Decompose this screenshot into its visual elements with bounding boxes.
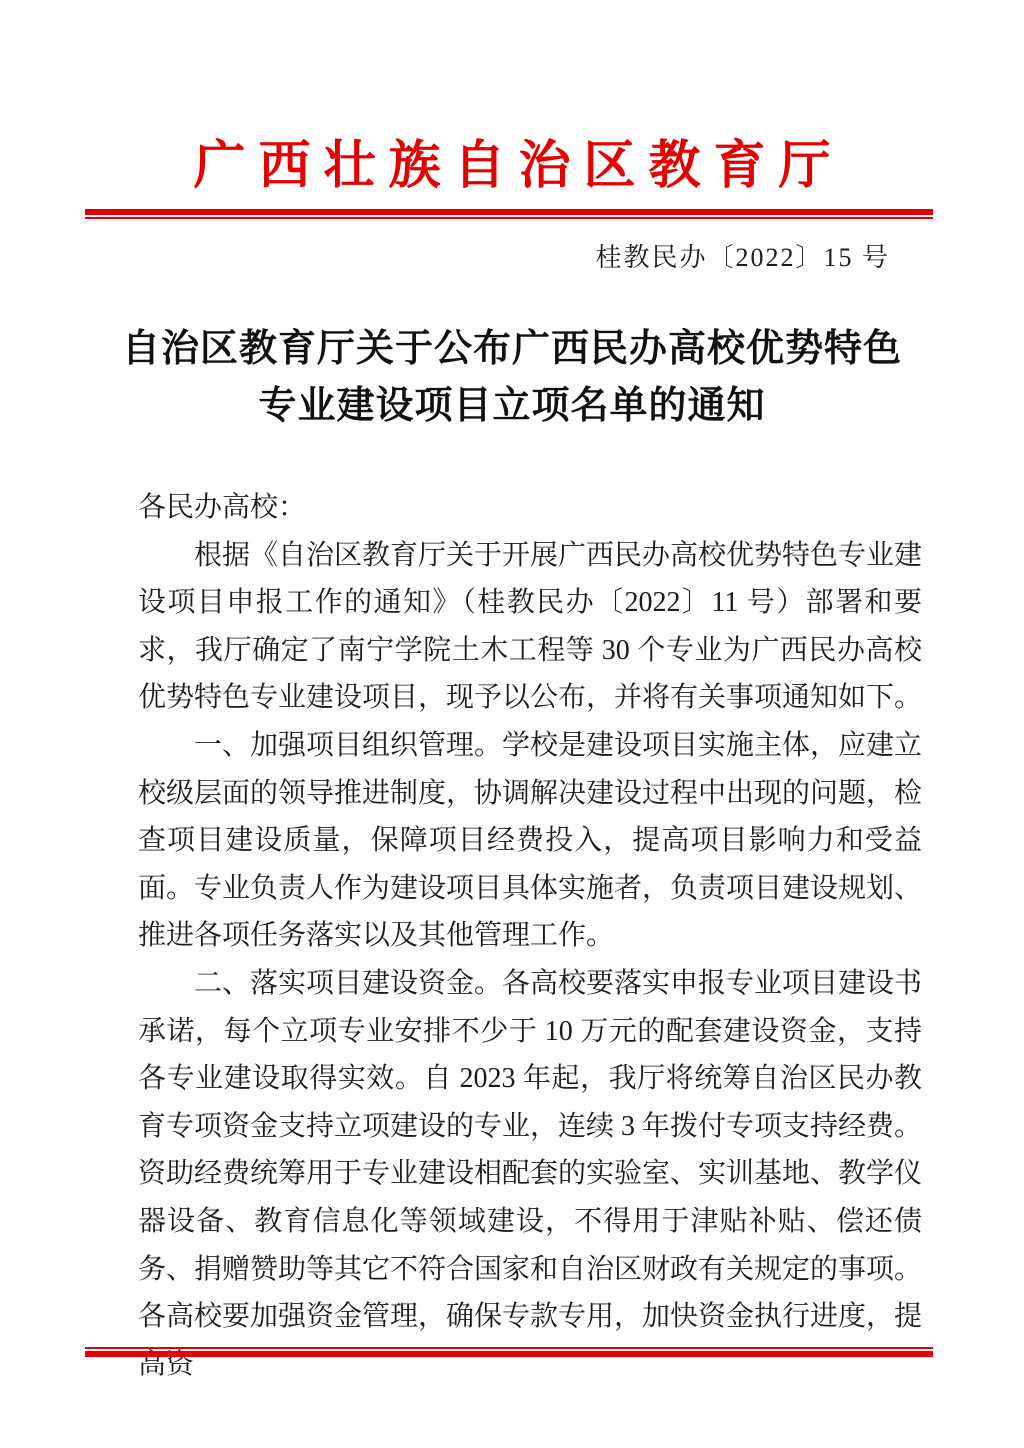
- page-footer-rule: [85, 1347, 933, 1357]
- document-title-line1: 自治区教育厅关于公布广西民办高校优势特色: [121, 328, 902, 370]
- salutation: 各民办高校：: [138, 492, 307, 523]
- letterhead-org-name: 广西壮族自治区教育厅: [193, 138, 844, 195]
- document-title: [112, 321, 912, 435]
- body-paragraph-3: 二、落实项目建设资金。各高校要落实申报专业项目建设书承诺，每个立项专业安排不少于 10 万元的配套建设资金，支持各专业建设取得实效。自 2023 年起，我厅将统筹自治区民办教育专项资金支持立项建设的专业，连续 3 年拨付专项支持经费。资助经费统筹用于专业建设相配套的实验室、实训基地、教学仪器设备、教育信息化等领域建设，不得用于津贴补贴、偿还债务、捐赠赞助等其它不符合国家和自治区财政有关规定的事项。各高校要加强资金管理，确保专款专用，加快资金执行进度，提高资: [138, 967, 923, 1380]
- body-paragraph-1: 根据《自治区教育厅关于开展广西民办高校优势特色专业建设项目申报工作的通知》（桂教民办〔2022〕11 号）部署和要求，我厅确定了南宁学院土木工程等 30 个专业为广西民办高校优势特色专业建设项目，现予以公布，并将有关事项通知如下。: [138, 539, 923, 714]
- document-body: [138, 484, 922, 1388]
- body-paragraph-2: 一、加强项目组织管理。学校是建设项目实施主体，应建立校级层面的领导推进制度，协调解决建设过程中出现的问题，检查项目建设质量，保障项目经费投入，提高项目影响力和受益面。专业负责人作为建设项目具体实施者，负责项目建设规划、推进各项任务落实以及其他管理工作。: [138, 729, 923, 952]
- document-reference-number: 桂教民办〔2022〕15 号: [595, 243, 890, 272]
- document-title-line2: 专业建设项目立项名单的通知: [258, 385, 766, 427]
- letterhead-divider-rule: [85, 209, 933, 219]
